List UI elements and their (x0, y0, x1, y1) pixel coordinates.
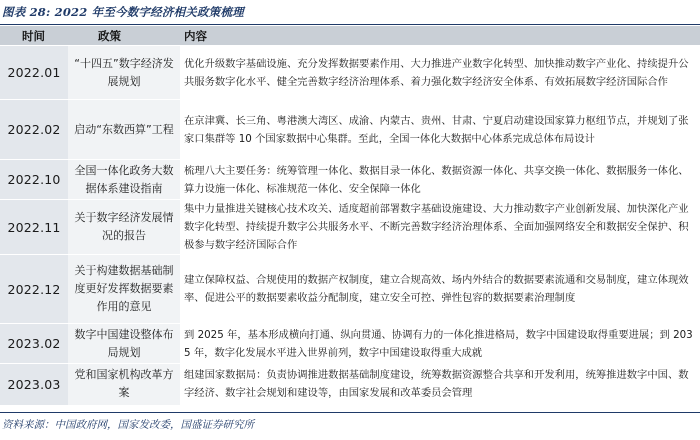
row-content: 梳理八大主要任务：统筹管理一体化、数据目录一体化、数据资源一体化、共享交换一体化、数据服务一体化、算力设施一体化、标准规范一体化、安全保障一体化 (180, 160, 700, 200)
row-time: 2023.03 (0, 364, 68, 405)
row-content: 到 2025 年，基本形成横向打通、纵向贯通、协调有力的一体化推进格局，数字中国建设取得重要进展；到 2035 年，数字化发展水平进入世界前列，数字中国建设取得重大成就 (180, 324, 700, 364)
table-row (0, 200, 700, 255)
row-content: 建立保障权益、合规使用的数据产权制度，建立合规高效、场内外结合的数据要素流通和交易制度，建立体现效率、促进公平的数据要素收益分配制度，建立安全可控、弹性包容的数据要素治理制度 (180, 255, 700, 324)
row-content: 组建国家数据局：负责协调推进数据基础制度建设，统筹数据资源整合共享和开发利用，统筹推进数字中国、数字经济、数字社会规划和建设等，由国家发展和改革委员会管理 (180, 364, 700, 405)
row-time: 2022.02 (0, 100, 68, 160)
row-policy: 全国一体化政务大数据体系建设指南 (68, 160, 180, 200)
table-row (0, 46, 700, 100)
header-content: 内容 (180, 26, 700, 46)
table-row (0, 324, 700, 364)
row-time: 2022.01 (0, 46, 68, 100)
row-policy: “十四五”数字经济发展规划 (68, 46, 180, 100)
row-time: 2023.02 (0, 324, 68, 364)
header-policy: 政策 (68, 26, 180, 46)
table-row (0, 255, 700, 324)
table-row (0, 364, 700, 405)
row-content: 优化升级数字基础设施、充分发挥数据要素作用、大力推进产业数字化转型、加快推动数字产业化、持续提升公共服务数字化水平、健全完善数字经济治理体系、着力强化数字经济安全体系、有效拓展数字经济国际合作 (180, 46, 700, 100)
row-content: 在京津冀、长三角、粤港澳大湾区、成渝、内蒙古、贵州、甘肃、宁夏启动建设国家算力枢纽节点，并规划了张家口集群等 10 个国家数据中心集群。至此，全国一体化大数据中心体系完成总体布局设计 (180, 100, 700, 160)
policy-table (0, 26, 700, 405)
table-row (0, 160, 700, 200)
row-content: 集中力量推进关键核心技术攻关、适度超前部署数字基础设施建设、大力推动数字产业创新发展、加快深化产业数字化转型、持续提升数字公共服务水平、不断完善数字经济治理体系、全面加强网络安全和数据安全保护、积极参与数字经济国际合作 (180, 200, 700, 255)
table-header-row (0, 26, 700, 46)
row-policy: 关于数字经济发展情况的报告 (68, 200, 180, 255)
row-time: 2022.11 (0, 200, 68, 255)
row-policy: 关于构建数据基础制度更好发挥数据要素作用的意见 (68, 255, 180, 324)
title-divider (0, 24, 700, 25)
header-time: 时间 (0, 26, 68, 46)
row-policy: 启动“东数西算”工程 (68, 100, 180, 160)
footer-divider (0, 412, 700, 413)
source-note: 资料来源：中国政府网，国家发改委，国盛证券研究所 (2, 419, 254, 431)
row-time: 2022.10 (0, 160, 68, 200)
row-policy: 数字中国建设整体布局规划 (68, 324, 180, 364)
table-row (0, 100, 700, 160)
row-time: 2022.12 (0, 255, 68, 324)
figure-title: 图表 28: 2022 年至今数字经济相关政策梳理 (2, 5, 244, 19)
row-policy: 党和国家机构改革方案 (68, 364, 180, 405)
